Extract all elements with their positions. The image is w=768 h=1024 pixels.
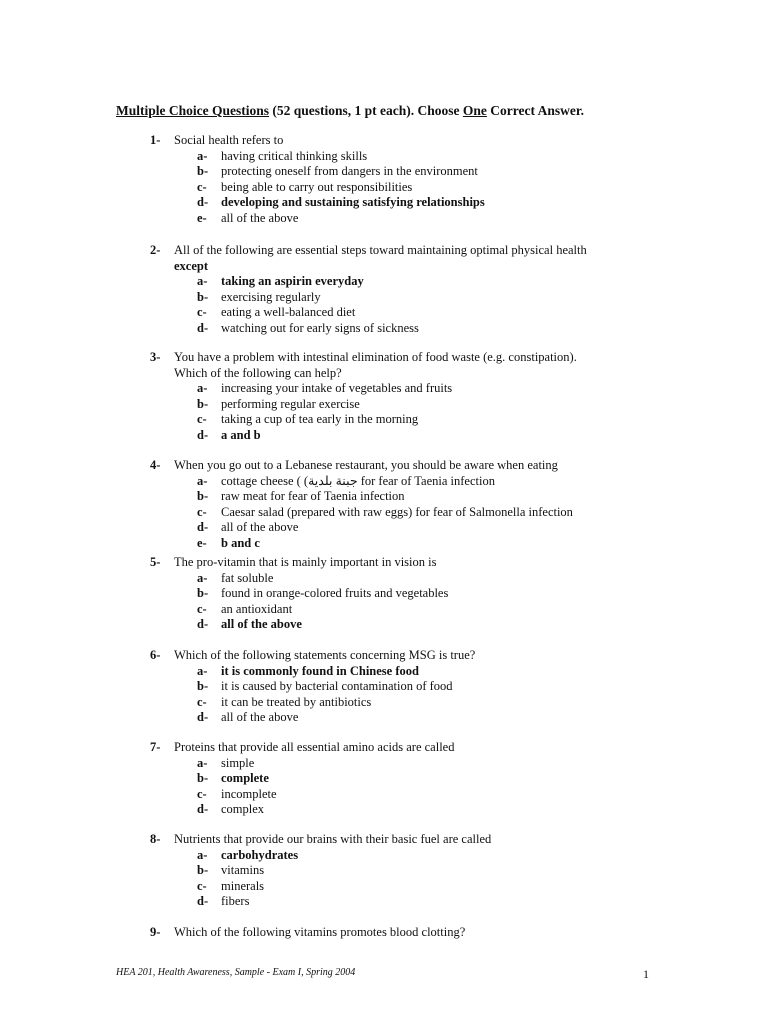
- answer-option: [0, 586, 768, 602]
- question-number: 2-: [150, 243, 161, 257]
- answer-option: [0, 290, 768, 306]
- answer-option: [0, 397, 768, 413]
- option-letter: d-: [197, 427, 209, 442]
- header-title: Multiple Choice Questions: [116, 103, 270, 118]
- answer-option: [0, 321, 768, 337]
- question-stem-line: [0, 740, 768, 756]
- answer-option: [0, 149, 768, 165]
- option-text: incomplete: [221, 786, 277, 801]
- option-text: protecting oneself from dangers in the environment: [221, 164, 478, 178]
- option-text: eating a well-balanced diet: [221, 305, 356, 319]
- option-letter: d-: [197, 617, 209, 631]
- option-text: taking a cup of tea early in the morning: [221, 412, 419, 426]
- question-6: [0, 648, 768, 726]
- answer-option: [0, 617, 768, 633]
- option-text: increasing your intake of vegetables and fruits: [221, 381, 453, 395]
- question-stem-line: [0, 555, 768, 571]
- question-9: [0, 925, 768, 941]
- question-4: [0, 458, 768, 551]
- answer-option: [0, 195, 768, 211]
- option-text: found in orange-colored fruits and vegetables: [221, 586, 449, 600]
- question-text: You have a problem with intestinal elimination of food waste (e.g. constipation).: [174, 350, 577, 364]
- answer-option: [0, 211, 768, 227]
- question-text: Which of the following can help?: [174, 365, 342, 380]
- question-stem-line: [0, 243, 768, 259]
- option-letter: d-: [197, 802, 209, 816]
- question-stem-line: [0, 350, 768, 366]
- question-text: Nutrients that provide our brains with their basic fuel are called: [174, 832, 492, 846]
- exam-header: [116, 103, 584, 119]
- question-5: [0, 555, 768, 633]
- answer-option: [0, 474, 768, 490]
- option-text: exercising regularly: [221, 289, 321, 304]
- option-letter: b-: [197, 679, 209, 693]
- option-letter: a-: [197, 755, 208, 770]
- header-instructions: (52 questions, 1 pt each). Choose: [269, 103, 463, 118]
- question-text: All of the following are essential steps toward maintaining optimal physical health: [174, 243, 587, 257]
- option-text: all of the above: [221, 710, 299, 724]
- answer-option: [0, 695, 768, 711]
- question-number: 9-: [150, 925, 161, 939]
- question-stem-line: [0, 133, 768, 149]
- question-text: When you go out to a Lebanese restaurant, you should be aware when eating: [174, 458, 558, 472]
- answer-option: [0, 802, 768, 818]
- option-letter: c-: [197, 412, 207, 426]
- question-8: [0, 832, 768, 910]
- option-letter: a-: [197, 663, 208, 678]
- option-text: having critical thinking skills: [221, 148, 368, 163]
- answer-option: [0, 505, 768, 521]
- option-text: vitamins: [221, 863, 265, 877]
- option-letter: e-: [197, 535, 207, 550]
- question-number: 5-: [150, 555, 161, 569]
- option-letter: d-: [197, 320, 209, 335]
- question-number: 1-: [150, 133, 161, 147]
- option-text: minerals: [221, 878, 265, 893]
- question-text: Proteins that provide all essential amino acids are called: [174, 740, 455, 754]
- option-letter: b-: [197, 164, 209, 178]
- answer-option: [0, 894, 768, 910]
- question-2: [0, 243, 768, 336]
- option-text: complete: [221, 771, 269, 785]
- question-number: 6-: [150, 648, 161, 662]
- answer-option: [0, 536, 768, 552]
- option-text: cottage cheese ( (جبنة بلدية for fear of Taenia infection: [221, 473, 495, 488]
- option-letter: c-: [197, 504, 207, 519]
- answer-option: [0, 863, 768, 879]
- answer-option: [0, 787, 768, 803]
- option-letter: c-: [197, 179, 207, 194]
- option-letter: a-: [197, 847, 208, 862]
- question-number: 4-: [150, 458, 161, 472]
- option-text: carbohydrates: [221, 847, 299, 862]
- option-letter: e-: [197, 210, 207, 225]
- option-letter: a-: [197, 148, 208, 163]
- option-letter: b-: [197, 771, 209, 785]
- option-text: raw meat for fear of Taenia infection: [221, 489, 405, 503]
- answer-option: [0, 664, 768, 680]
- question-text: Which of the following vitamins promotes blood clotting?: [174, 925, 466, 939]
- answer-option: [0, 180, 768, 196]
- option-text: all of the above: [221, 520, 299, 534]
- answer-option: [0, 164, 768, 180]
- answer-option: [0, 274, 768, 290]
- option-letter: a-: [197, 381, 208, 395]
- option-letter: d-: [197, 195, 209, 209]
- option-letter: b-: [197, 289, 209, 304]
- page-number: 1: [643, 967, 649, 981]
- question-number: 8-: [150, 832, 161, 846]
- header-instructions-end: Correct Answer.: [486, 103, 585, 118]
- answer-option: [0, 489, 768, 505]
- option-letter: c-: [197, 786, 207, 801]
- option-text: it can be treated by antibiotics: [221, 694, 372, 709]
- option-letter: a-: [197, 473, 208, 488]
- option-text: watching out for early signs of sickness: [221, 320, 419, 335]
- option-letter: c-: [197, 601, 207, 616]
- option-text: all of the above: [221, 617, 302, 631]
- option-text: taking an aspirin everyday: [221, 274, 364, 288]
- answer-option: [0, 602, 768, 618]
- question-7: [0, 740, 768, 818]
- answer-option: [0, 381, 768, 397]
- option-text: Caesar salad (prepared with raw eggs) for fear of Salmonella infection: [221, 504, 573, 519]
- option-text: fibers: [221, 894, 250, 908]
- header-emphasis: One: [462, 103, 487, 118]
- question-text: The pro-vitamin that is mainly important in vision is: [174, 555, 437, 569]
- option-text: simple: [221, 755, 255, 770]
- answer-option: [0, 710, 768, 726]
- option-letter: a-: [197, 570, 208, 585]
- option-letter: d-: [197, 710, 209, 724]
- question-stem-line: [0, 366, 768, 382]
- option-text: fat soluble: [221, 570, 274, 585]
- answer-option: [0, 305, 768, 321]
- question-number: 7-: [150, 740, 161, 754]
- option-text: complex: [221, 802, 265, 816]
- option-text: a and b: [221, 427, 261, 442]
- option-text: being able to carry out responsibilities: [221, 179, 413, 194]
- answer-option: [0, 428, 768, 444]
- answer-option: [0, 756, 768, 772]
- option-text: it is commonly found in Chinese food: [221, 663, 419, 678]
- answer-option: [0, 571, 768, 587]
- question-stem-line: [0, 259, 768, 275]
- question-stem-line: [0, 925, 768, 941]
- option-letter: d-: [197, 894, 209, 908]
- answer-option: [0, 412, 768, 428]
- option-letter: a-: [197, 274, 208, 288]
- question-emphasis: except: [174, 258, 209, 273]
- option-letter: b-: [197, 489, 209, 503]
- answer-option: [0, 879, 768, 895]
- option-letter: c-: [197, 878, 207, 893]
- question-1: [0, 133, 768, 226]
- option-text: performing regular exercise: [221, 396, 360, 411]
- option-text: an antioxidant: [221, 601, 293, 616]
- answer-option: [0, 771, 768, 787]
- answer-option: [0, 679, 768, 695]
- question-text: Which of the following statements concerning MSG is true?: [174, 648, 476, 662]
- option-letter: c-: [197, 694, 207, 709]
- option-text: b and c: [221, 535, 260, 550]
- option-letter: b-: [197, 586, 209, 600]
- question-stem-line: [0, 458, 768, 474]
- option-text: all of the above: [221, 210, 299, 225]
- question-number: 3-: [150, 350, 161, 364]
- option-letter: b-: [197, 863, 209, 877]
- option-text: it is caused by bacterial contamination of food: [221, 679, 453, 693]
- answer-option: [0, 520, 768, 536]
- option-letter: c-: [197, 305, 207, 319]
- answer-option: [0, 848, 768, 864]
- question-stem-line: [0, 832, 768, 848]
- question-stem-line: [0, 648, 768, 664]
- footer-course-info: HEA 201, Health Awareness, Sample - Exam I, Spring 2004: [116, 967, 356, 978]
- option-letter: d-: [197, 520, 209, 534]
- question-text: Social health refers to: [174, 133, 284, 147]
- question-3: [0, 350, 768, 443]
- option-text: developing and sustaining satisfying relationships: [221, 195, 485, 209]
- option-letter: b-: [197, 396, 209, 411]
